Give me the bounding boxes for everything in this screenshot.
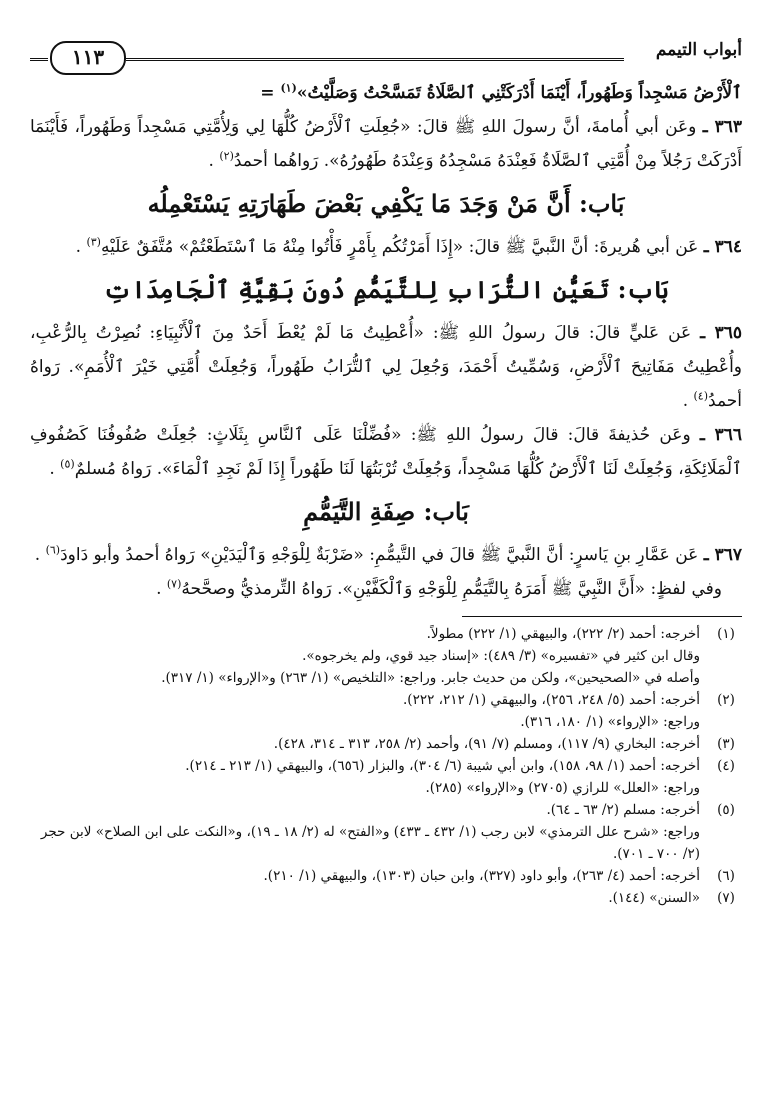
hadith-number: ٣٦٧ ـ	[703, 545, 742, 565]
footnote-1	[30, 623, 742, 689]
footnote-6	[30, 865, 742, 887]
hadith-text: وعَن حُذيفةَ قالَ: قالَ رسولُ اللهِ ﷺ: «فُضِّلْنَا عَلَى ٱلنَّاسِ بِثَلَاثٍ: جُعِلَتْ صُفُوفُنَا كَصُفُوفِ ٱلْمَلَائِكَةِ، وَجُعِلَتْ لَنَا ٱلْأَرْضُ كُلُّهَا مَسْجِداً، وَجُعِلَتْ تُرْبَتُهَا لَنَا طَهُوراً إِذَا لَمْ نَجِدِ ٱلْمَاءَ». رَواهُ مُسلمٌ	[30, 425, 742, 479]
hadith-number: ٣٦٣ ـ	[702, 117, 743, 137]
footnote-line: أخرجه: أحمد (١/ ٩٨، ١٥٨)، وابن أبي شيبة (٦/ ٣٠٤)، والبزار (٦٥٦)، والبيهقي (١/ ٢١٣ ـ ٢١٤).	[185, 758, 700, 774]
footnote-line: وراجع: «شرح علل الترمذي» لابن رجب (١/ ٤٣٢ ـ ٤٣٣) و«الفتح» له (٢/ ١٨ ـ ١٩)، و«النكت على ابن الصلاح» لابن حجر (٢/ ٧٠٠ ـ ٧٠١).	[40, 824, 700, 862]
footnote-line: وراجع: «العلل» للرازي (٢٧٠٥) و«الإرواء» (٢٨٥).	[425, 780, 700, 796]
footnote-number: (٤)	[717, 758, 735, 774]
header-rule	[126, 58, 624, 61]
continued-paragraph	[30, 76, 742, 110]
chapter-heading-1: بَاب: أَنَّ مَنْ وَجَدَ مَا يَكْفِي بَعْضَ طَهَارَتِهِ يَسْتَعْمِلُه	[147, 189, 625, 218]
variant-text: وفي لفظٍ: «أَنَّ النَّبِيَّ ﷺ أَمَرَهُ بِالتَّيَمُّمِ لِلْوَجْهِ وَٱلْكَفَّيْنِ». رَواهُ التِّرمذيُّ وصحَّحهُ	[181, 579, 722, 599]
hadith-text: عَن عَليٍّ قالَ: قالَ رسولُ اللهِ ﷺ: «أُعْطِيتُ مَا لَمْ يُعْطَ أَحَدٌ مِنَ ٱلْأَنْبِيَاءِ: نُصِرْتُ بِالرُّعْبِ، وأُعْطِيتُ مَفَاتِيحَ ٱلْأَرْضِ، وَسُمِّيتُ أَحْمَدَ، وَجُعِلَ لِي ٱلتُّرَابُ طَهُوراً، وَجُعِلَتْ أُمَّتِي خَيْرَ ٱلْأُمَمِ». رَواهُ أحمدُ	[30, 323, 742, 411]
hadith-367-variant: وفي لفظٍ: «أَنَّ النَّبِيَّ ﷺ أَمَرَهُ بِالتَّيَمُّمِ لِلْوَجْهِ وَٱلْكَفَّيْنِ». رَواهُ التِّرمذيُّ وصحَّحهُ$^{(٧)}$ .	[156, 577, 722, 599]
footnote-ref-7: (٧)	[166, 577, 182, 591]
footnote-ref-1: (١)	[280, 81, 297, 95]
running-title: أبواب التيمم	[655, 40, 742, 60]
footnote-number: (١)	[717, 626, 735, 642]
footnote-line: «السنن» (١٤٤).	[608, 890, 700, 906]
footnote-2	[30, 689, 742, 733]
footnote-line: أخرجه: البخاري (٩/ ١١٧)، ومسلم (٧/ ٩١)، وأحمد (٢/ ٢٥٨، ٣١٣ ـ ٣١٤، ٤٢٨).	[273, 736, 700, 752]
continued-text: ٱلْأَرْضُ مَسْجِداً وَطَهُوراً، أَيْنَمَا أَدْرَكَتْنِي ٱلصَّلَاةُ تَمَسَّحْتُ وَصَلَّيْتُ»	[296, 83, 742, 103]
footnote-ref-3: (٣)	[86, 235, 101, 249]
footnote-ref-6: (٦)	[45, 543, 61, 557]
hadith-364: ٣٦٤ ـ عَن أبي هُريرةَ: أنَّ النَّبيَّ ﷺ قالَ: «إِذَا أَمَرْتُكُم بِأَمْرٍ فَأْتُوا مِنْهُ مَا ٱسْتَطَعْتُمْ» مُتَّفَقٌ عَلَيْهِ$^{(٣)}$ .	[75, 235, 742, 257]
footnote-number: (٦)	[717, 868, 735, 884]
footnote-line: وأصله في «الصحيحين»، ولكن من حديث جابر. وراجع: «التلخيص» (١/ ٢٦٣) و«الإرواء» (١/ ٣١٧).	[161, 670, 700, 686]
hadith-number: ٣٦٥ ـ	[700, 323, 742, 343]
book-page	[30, 36, 742, 909]
page-number: ١١٣	[50, 41, 126, 75]
footnote-separator	[462, 616, 742, 617]
hadith-366: ٣٦٦ ـ وعَن حُذيفةَ قالَ: قالَ رسولُ اللهِ ﷺ: «فُضِّلْنَا عَلَى ٱلنَّاسِ بِثَلَاثٍ: جُعِلَتْ صُفُوفُنَا كَصُفُوفِ ٱلْمَلَائِكَةِ، وَجُعِلَتْ لَنَا ٱلْأَرْضُ كُلُّهَا مَسْجِداً، وَجُعِلَتْ تُرْبَتُهَا لَنَا طَهُوراً إِذَا لَمْ نَجِدِ ٱلْمَاءَ». رَواهُ مُسلمٌ$^{(٥)}$ .	[30, 425, 743, 479]
footnote-number: (٥)	[717, 802, 735, 818]
footnote-5	[30, 799, 742, 865]
chapter-heading-3: بَاب: صِفَةِ التَّيَمُّمِ	[303, 497, 469, 526]
footnotes	[30, 623, 742, 909]
page-header	[30, 36, 742, 76]
hadith-text: وعَن أبي أُمامةَ، أنَّ رسولَ اللهِ ﷺ قالَ: «جُعِلَتِ ٱلْأَرْضُ كُلُّهَا لِي وَلِأُمَّتِي مَسْجِداً وَطَهُوراً، فَأَيْنَمَا أَدْرَكَتْ رَجُلاً مِنْ أُمَّتِي ٱلصَّلَاةُ فَعِنْدَهُ مَسْجِدُهُ وَعِنْدَهُ طَهُورُهُ». رَواهُما أحمدُ	[30, 117, 742, 171]
footnote-line: أخرجه: أحمد (٤/ ٢٦٣)، وأبو داود (٣٢٧)، وابن حبان (١٣٠٣)، والبيهقي (١/ ٢١٠).	[263, 868, 700, 884]
footnote-line: أخرجه: أحمد (٢/ ٢٢٢)، والبيهقي (١/ ٢٢٢) مطولاً.	[426, 626, 700, 642]
header-rule-tail	[30, 58, 48, 61]
footnote-number: (٧)	[717, 890, 735, 906]
footnote-line: أخرجه: مسلم (٢/ ٦٣ ـ ٦٤).	[546, 802, 700, 818]
hadith-text: عَن عَمَّارِ بنِ يَاسرٍ: أنَّ النَّبيَّ ﷺ قالَ في التَّيمُّمِ: «ضَرْبَةٌ لِلْوَجْهِ وَٱلْيَدَيْنِ» رَواهُ أحمدُ وأبو دَاودَ	[60, 545, 704, 565]
hadith-365: ٣٦٥ ـ عَن عَليٍّ قالَ: قالَ رسولُ اللهِ ﷺ: «أُعْطِيتُ مَا لَمْ يُعْطَ أَحَدٌ مِنَ ٱلْأَنْبِيَاءِ: نُصِرْتُ بِالرُّعْبِ، وأُعْطِيتُ مَفَاتِيحَ ٱلْأَرْضِ، وَسُمِّيتُ أَحْمَدَ، وَجُعِلَ لِي ٱلتُّرَابُ طَهُوراً، وَجُعِلَتْ أُمَّتِي خَيْرَ ٱلْأُمَمِ». رَواهُ أحمدُ$^{(٤)}$ .	[30, 323, 742, 411]
hadith-text: عَن أبي هُريرةَ: أنَّ النَّبيَّ ﷺ قالَ: «إِذَا أَمَرْتُكُم بِأَمْرٍ فَأْتُوا مِنْهُ مَا ٱسْتَطَعْتُمْ» مُتَّفَقٌ عَلَيْهِ	[100, 237, 704, 257]
footnote-ref-2: (٢)	[219, 149, 234, 163]
footnote-ref-4: (٤)	[693, 389, 709, 403]
hadith-number: ٣٦٤ ـ	[703, 237, 742, 257]
hadith-number: ٣٦٦ ـ	[699, 425, 743, 445]
chapter-heading-2: بَاب: تَعَيُّنِ التُّرَابِ لِلتَّيَمُّمِ دُونَ بَقِيَّةِ ٱلْجَامِدَاتِ	[103, 275, 669, 304]
footnote-ref-5: (٥)	[60, 457, 75, 471]
footnote-4	[30, 755, 742, 799]
footnote-3	[30, 733, 742, 755]
footnote-number: (٣)	[717, 736, 735, 752]
footnote-number: (٢)	[717, 692, 735, 708]
hadith-363: ٣٦٣ ـ وعَن أبي أُمامةَ، أنَّ رسولَ اللهِ ﷺ قالَ: «جُعِلَتِ ٱلْأَرْضُ كُلُّهَا لِي وَلِأُمَّتِي مَسْجِداً وَطَهُوراً، فَأَيْنَمَا أَدْرَكَتْ رَجُلاً مِنْ أُمَّتِي ٱلصَّلَاةُ فَعِنْدَهُ مَسْجِدُهُ وَعِنْدَهُ طَهُورُهُ». رَواهُما أحمدُ$^{(٢)}$ .	[30, 117, 743, 171]
footnote-line: وراجع: «الإرواء» (١/ ١٨٠، ٣١٦).	[520, 714, 700, 730]
footnote-7	[30, 887, 742, 909]
footnote-line: أخرجه: أحمد (٥/ ٢٤٨، ٢٥٦)، والبيهقي (١/ ٢١٢، ٢٢٢).	[403, 692, 700, 708]
continuation-mark: =	[260, 83, 281, 103]
footnote-line: وقال ابن كثير في «تفسيره» (٣/ ٤٨٩): «إسناد جيد قوي، ولم يخرجوه».	[302, 648, 700, 664]
hadith-367: ٣٦٧ ـ عَن عَمَّارِ بنِ يَاسرٍ: أنَّ النَّبيَّ ﷺ قالَ في التَّيمُّمِ: «ضَرْبَةٌ لِلْوَجْهِ وَٱلْيَدَيْنِ» رَواهُ أحمدُ وأبو دَاودَ$^{(٦)}$ .	[34, 543, 742, 565]
